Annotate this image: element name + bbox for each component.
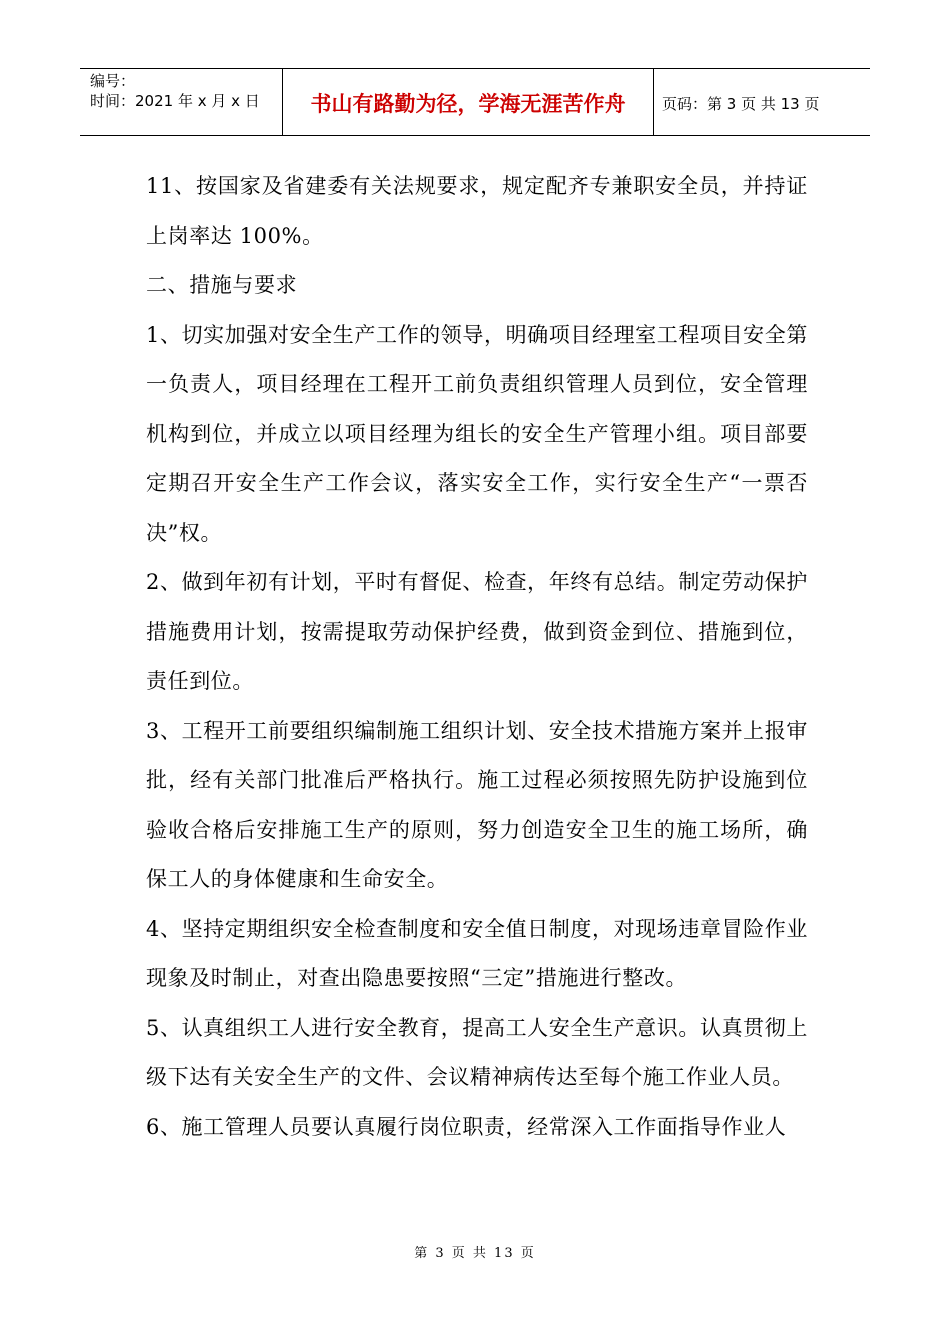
paragraph: 2、做到年初有计划，平时有督促、检查，年终有总结。制定劳动保护措施费用计划，按需提取劳动保护经费，做到资金到位、措施到位，责任到位。 <box>146 570 808 693</box>
paragraph: 5、认真组织工人进行安全教育，提高工人安全生产意识。认真贯彻上级下达有关安全生产的文件、会议精神病传达至每个施工作业人员。 <box>146 1015 808 1089</box>
document-code-label: 编号： <box>90 72 136 90</box>
document-body <box>146 162 808 1152</box>
header-motto: 书山有路勤为径，学海无涯苦作舟 <box>310 92 626 116</box>
page-header <box>80 68 870 136</box>
paragraph: 11、按国家及省建委有关法规要求，规定配齐专兼职安全员，并持证上岗率达 100%。 <box>146 174 808 248</box>
document-time-label: 时间：2021 年 x 月 x 日 <box>90 92 260 110</box>
paragraph: 6、施工管理人员要认真履行岗位职责，经常深入工作面指导作业人 <box>146 1114 787 1139</box>
header-middle-cell <box>282 69 654 135</box>
paragraph: 3、工程开工前要组织编制施工组织计划、安全技术措施方案并上报审批，经有关部门批准后严格执行。施工过程必须按照先防护设施到位验收合格后安排施工生产的原则，努力创造安全卫生的施工场所，确保工人的身体健康和生命安全。 <box>146 718 808 891</box>
header-page-label: 页码：第 3 页 共 13 页 <box>662 95 820 113</box>
paragraph: 1、切实加强对安全生产工作的领导，明确项目经理室工程项目安全第一负责人，项目经理在工程开工前负责组织管理人员到位，安全管理机构到位，并成立以项目经理为组长的安全生产管理小组。项目部要定期召开安全生产工作会议，落实安全工作，实行安全生产“一票否决”权。 <box>146 322 808 545</box>
paragraph: 4、坚持定期组织安全检查制度和安全值日制度，对现场违章冒险作业现象及时制止，对查出隐患要按照“三定”措施进行整改。 <box>146 916 808 990</box>
header-left-cell <box>80 69 282 135</box>
page-footer: 第 3 页 共 13 页 <box>414 1246 536 1261</box>
section-heading: 二、措施与要求 <box>146 273 298 297</box>
header-right-cell <box>654 69 870 135</box>
